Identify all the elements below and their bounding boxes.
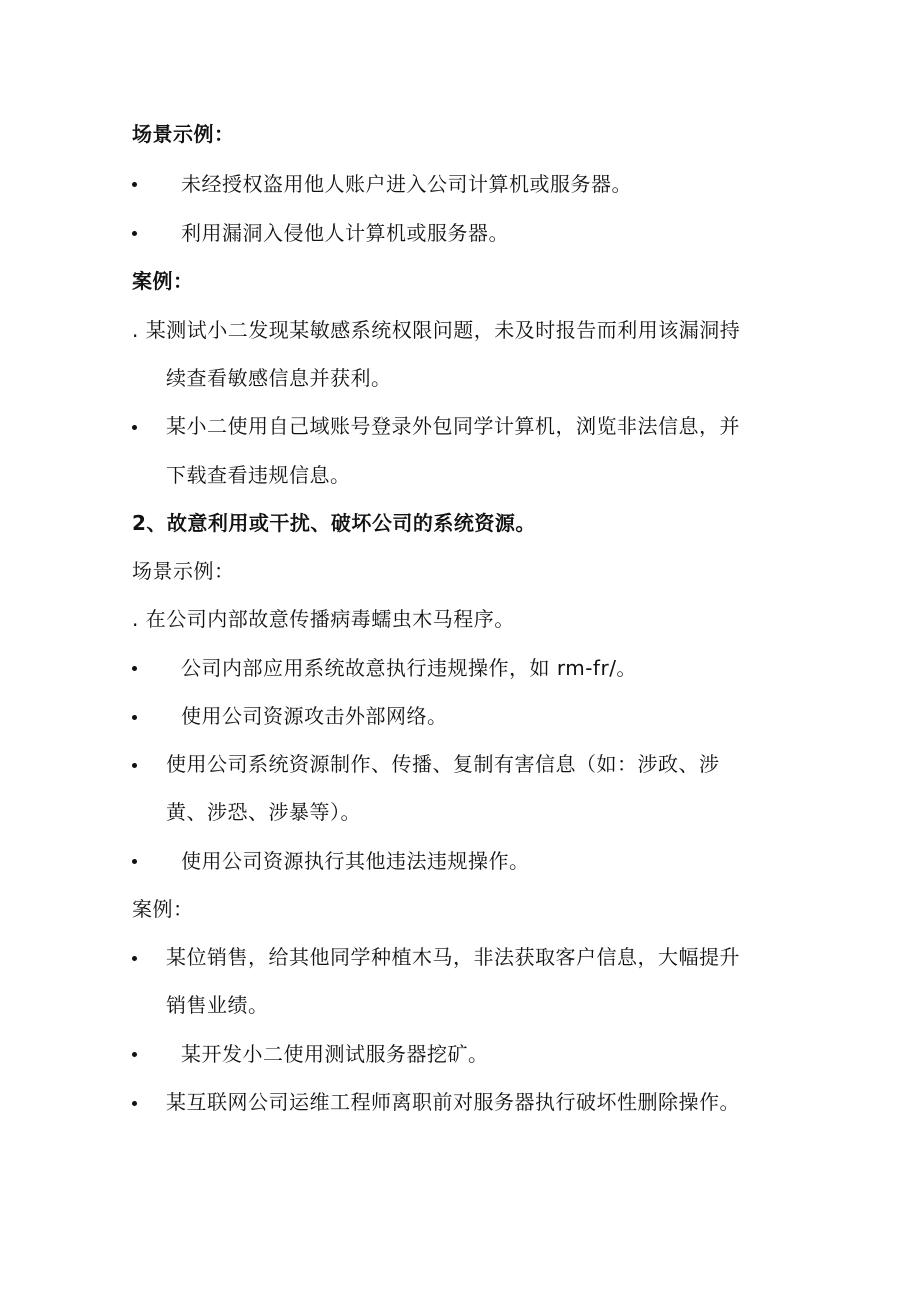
paragraph-line: 黄、涉恐、涉暴等）。	[166, 800, 361, 824]
list-item: 利用漏洞入侵他人计算机或服务器。	[181, 221, 509, 245]
section-heading: 场景示例：	[132, 122, 235, 146]
paragraph-line: . 某测试小二发现某敏感系统权限问题，未及时报告而利用该漏洞持	[132, 318, 741, 342]
list-item: 使用公司系统资源制作、传播、复制有害信息（如：涉政、涉	[166, 752, 720, 776]
bullet-dot	[132, 1052, 137, 1057]
section-heading: 案例：	[132, 269, 194, 293]
paragraph-line: . 在公司内部故意传播病毒蠕虫木马程序。	[132, 607, 515, 631]
bullet-dot	[132, 1101, 137, 1106]
bullet-dot	[132, 425, 137, 430]
paragraph-line: 下载查看违规信息。	[166, 463, 351, 487]
list-item: 未经授权盗用他人账户进入公司计算机或服务器。	[181, 172, 632, 196]
bullet-dot	[132, 859, 137, 864]
paragraph-line: 续查看敏感信息并获利。	[166, 366, 392, 390]
list-item: 某开发小二使用测试服务器挖矿。	[181, 1042, 489, 1066]
list-item: 某小二使用自己域账号登录外包同学计算机，浏览非法信息，并	[166, 414, 740, 438]
list-item: 某互联网公司运维工程师离职前对服务器执行破坏性删除操作。	[166, 1090, 740, 1114]
bullet-dot	[132, 182, 137, 187]
section-heading: 2、故意利用或干扰、破坏公司的系统资源。	[132, 511, 536, 535]
section-label: 场景示例：	[132, 559, 235, 583]
section-label: 案例：	[132, 897, 194, 921]
list-item: 使用公司资源执行其他违法违规操作。	[181, 849, 530, 873]
bullet-dot	[132, 231, 137, 236]
paragraph-line: 销售业绩。	[166, 993, 269, 1017]
bullet-dot	[132, 763, 137, 768]
bullet-dot	[132, 666, 137, 671]
bullet-dot	[132, 715, 137, 720]
list-item: 某位销售，给其他同学种植木马，非法获取客户信息，大幅提升	[166, 945, 740, 969]
list-item: 使用公司资源攻击外部网络。	[181, 704, 448, 728]
bullet-dot	[132, 956, 137, 961]
list-item: 公司内部应用系统故意执行违规操作，如 rm-fr/。	[181, 656, 637, 680]
